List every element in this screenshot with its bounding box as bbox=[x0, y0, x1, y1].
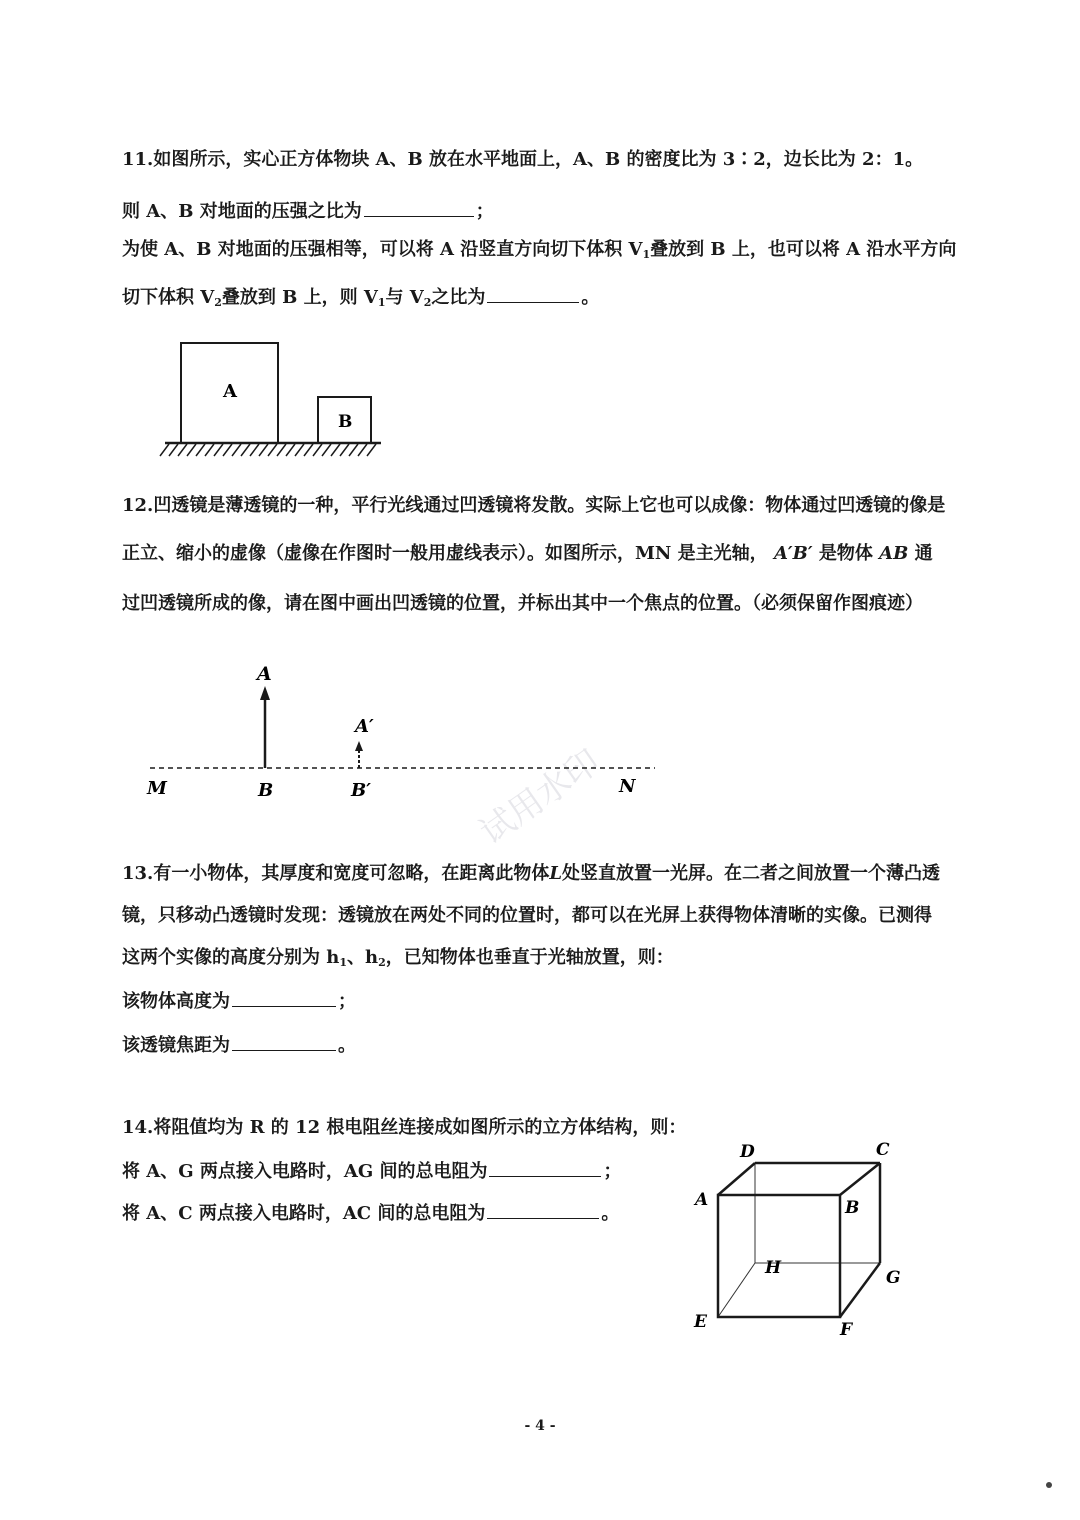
q11-answer-blank-2[interactable] bbox=[487, 284, 579, 303]
q11-sub-v1b: 1 bbox=[377, 296, 386, 309]
hatch-stroke bbox=[214, 444, 223, 456]
hatch-stroke bbox=[277, 444, 286, 456]
q11-blocks-figure bbox=[155, 335, 395, 465]
hatch-stroke bbox=[187, 444, 196, 456]
label-a-prime: A′ bbox=[355, 716, 374, 737]
q14-line-2 bbox=[122, 1158, 621, 1184]
q12-text-1: 12.凹透镜是薄透镜的一种，平行光线通过凹透镜将发散。实际上它也可以成像：物体通过凹透镜的像是 bbox=[122, 495, 946, 516]
hatch-stroke bbox=[241, 444, 250, 456]
hatch-stroke bbox=[205, 444, 214, 456]
q11-text-3b: 叠放到 B 上，也可以将 A 沿水平方向 bbox=[650, 239, 957, 260]
vertex-g: G bbox=[886, 1268, 901, 1288]
q12-line-1 bbox=[122, 494, 945, 518]
q11-line-2 bbox=[122, 198, 494, 224]
corner-mark bbox=[1046, 1482, 1052, 1488]
hatch-stroke bbox=[340, 444, 349, 456]
q12-object-label: AB bbox=[879, 543, 909, 564]
q13-sub-h2: 2 bbox=[378, 956, 386, 969]
q14-text-3: 将 A、C 两点接入电路时，AC 间的总电阻为 bbox=[122, 1203, 486, 1224]
hatch-stroke bbox=[304, 444, 313, 456]
q13-answer-blank-focal[interactable] bbox=[232, 1032, 336, 1051]
hatch-stroke bbox=[313, 444, 322, 456]
q13-text-3b: 、h bbox=[347, 947, 379, 968]
q12-text-2c: 通 bbox=[914, 543, 933, 564]
q11-text-4d: 之比为 bbox=[431, 287, 486, 308]
hatch-stroke bbox=[196, 444, 205, 456]
ground-hatching bbox=[160, 444, 376, 456]
q13-text-2: 镜，只移动凸透镜时发现：透镜放在两处不同的位置时，都可以在光屏上获得物体清晰的实像。已测得 bbox=[122, 905, 932, 926]
label-b: B bbox=[258, 780, 274, 801]
q14-answer-blank-ac[interactable] bbox=[487, 1200, 599, 1219]
q13-text-1b: 处竖直放置一光屏。在二者之间放置一个薄凸透 bbox=[561, 863, 940, 884]
hatch-stroke bbox=[259, 444, 268, 456]
watermark: 试用水印 bbox=[472, 741, 608, 853]
q14-line-3 bbox=[122, 1200, 619, 1226]
q14-line-1 bbox=[122, 1116, 686, 1140]
q12-optics-figure bbox=[140, 660, 670, 810]
q14-text-1: 14.将阻值均为 R 的 12 根电阻丝连接成如图所示的立方体结构，则： bbox=[122, 1117, 687, 1138]
q13-text-4-end: ； bbox=[338, 991, 356, 1012]
q11-text-2: 则 A、B 对地面的压强之比为 bbox=[122, 201, 362, 222]
hatch-stroke bbox=[286, 444, 295, 456]
hatch-stroke bbox=[250, 444, 259, 456]
label-n: N bbox=[619, 776, 636, 797]
hatch-stroke bbox=[322, 444, 331, 456]
hatch-stroke bbox=[367, 444, 376, 456]
q12-line-3 bbox=[122, 592, 923, 616]
q13-text-5-end: 。 bbox=[338, 1035, 356, 1056]
vertex-c: C bbox=[876, 1140, 890, 1160]
q11-text-3a: 为使 A、B 对地面的压强相等，可以将 A 沿竖直方向切下体积 V bbox=[122, 239, 643, 260]
block-b-label: B bbox=[338, 412, 353, 432]
q14-text-2: 将 A、G 两点接入电路时，AG 间的总电阻为 bbox=[122, 1161, 488, 1182]
hatch-stroke bbox=[268, 444, 277, 456]
q11-text-4a: 切下体积 V bbox=[122, 287, 215, 308]
q14-text-2-end: ； bbox=[603, 1161, 622, 1182]
q13-text-3a: 这两个实像的高度分别为 h bbox=[122, 947, 340, 968]
q11-text-2-end: ； bbox=[475, 201, 494, 222]
q13-line-1 bbox=[122, 862, 940, 886]
hatch-stroke bbox=[331, 444, 340, 456]
q13-line-5 bbox=[122, 1032, 356, 1058]
vertex-d: D bbox=[740, 1142, 755, 1162]
q13-text-4: 该物体高度为 bbox=[122, 991, 230, 1012]
q13-answer-blank-height[interactable] bbox=[232, 988, 336, 1007]
hatch-stroke bbox=[358, 444, 367, 456]
q13-line-4 bbox=[122, 988, 356, 1014]
image-arrow-head bbox=[355, 741, 363, 751]
q11-text-4b: 叠放到 B 上，则 V bbox=[221, 287, 378, 308]
q11-sub-v2a: 2 bbox=[214, 296, 222, 309]
hatch-stroke bbox=[232, 444, 241, 456]
hatch-stroke bbox=[169, 444, 178, 456]
q11-line-3 bbox=[122, 238, 956, 267]
vertex-b: B bbox=[845, 1198, 860, 1218]
q11-line-4 bbox=[122, 284, 599, 315]
object-arrow-head bbox=[260, 686, 270, 700]
q13-sub-h1: 1 bbox=[339, 956, 348, 969]
q13-line-2 bbox=[122, 904, 932, 928]
q13-line-3 bbox=[122, 946, 674, 975]
q12-text-3: 过凹透镜所成的像，请在图中画出凹透镜的位置，并标出其中一个焦点的位置。（必须保留作图痕迹） bbox=[122, 593, 923, 614]
block-a-label: A bbox=[223, 381, 237, 402]
q12-text-2b: 是物体 bbox=[818, 543, 873, 564]
q11-line-1 bbox=[122, 148, 923, 172]
q12-text-2a: 正立、缩小的虚像（虚像在作图时一般用虚线表示）。如图所示，MN 是主光轴， bbox=[122, 543, 768, 564]
cube-visible-edges bbox=[718, 1163, 880, 1317]
q14-answer-blank-ag[interactable] bbox=[489, 1158, 601, 1177]
hatch-stroke bbox=[295, 444, 304, 456]
q11-sub-v1: 1 bbox=[642, 248, 651, 261]
q13-text-1a: 13.有一小物体，其厚度和宽度可忽略，在距离此物体 bbox=[122, 863, 550, 884]
page-number: - 4 - bbox=[524, 1418, 556, 1434]
q13-text-3c: ，已知物体也垂直于光轴放置，则： bbox=[385, 947, 674, 968]
q11-text-4-end: 。 bbox=[581, 287, 600, 308]
q13-var-l: L bbox=[549, 863, 562, 884]
q11-sub-v2b: 2 bbox=[423, 296, 432, 309]
vertex-a: A bbox=[695, 1190, 709, 1210]
hatch-stroke bbox=[160, 444, 169, 456]
label-a: A bbox=[257, 663, 272, 685]
label-m: M bbox=[147, 778, 167, 799]
q11-text-1: 11.如图所示，实心正方体物块 A、B 放在水平地面上，A、B 的密度比为 3∶2，边长比为 2：1。 bbox=[122, 149, 924, 170]
hatch-stroke bbox=[349, 444, 358, 456]
vertex-f: F bbox=[840, 1320, 853, 1340]
q13-text-5: 该透镜焦距为 bbox=[122, 1035, 230, 1056]
q14-text-3-end: 。 bbox=[601, 1203, 620, 1224]
q11-answer-blank-1[interactable] bbox=[364, 198, 474, 217]
vertex-e: E bbox=[694, 1312, 707, 1332]
q12-image-label: A′B′ bbox=[773, 543, 813, 564]
hatch-stroke bbox=[223, 444, 232, 456]
q11-text-4c: 与 V bbox=[385, 287, 424, 308]
label-b-prime: B′ bbox=[351, 780, 371, 801]
hatch-stroke bbox=[178, 444, 187, 456]
q12-line-2 bbox=[122, 542, 933, 566]
vertex-h: H bbox=[765, 1258, 782, 1278]
q14-cube-figure bbox=[680, 1135, 920, 1345]
